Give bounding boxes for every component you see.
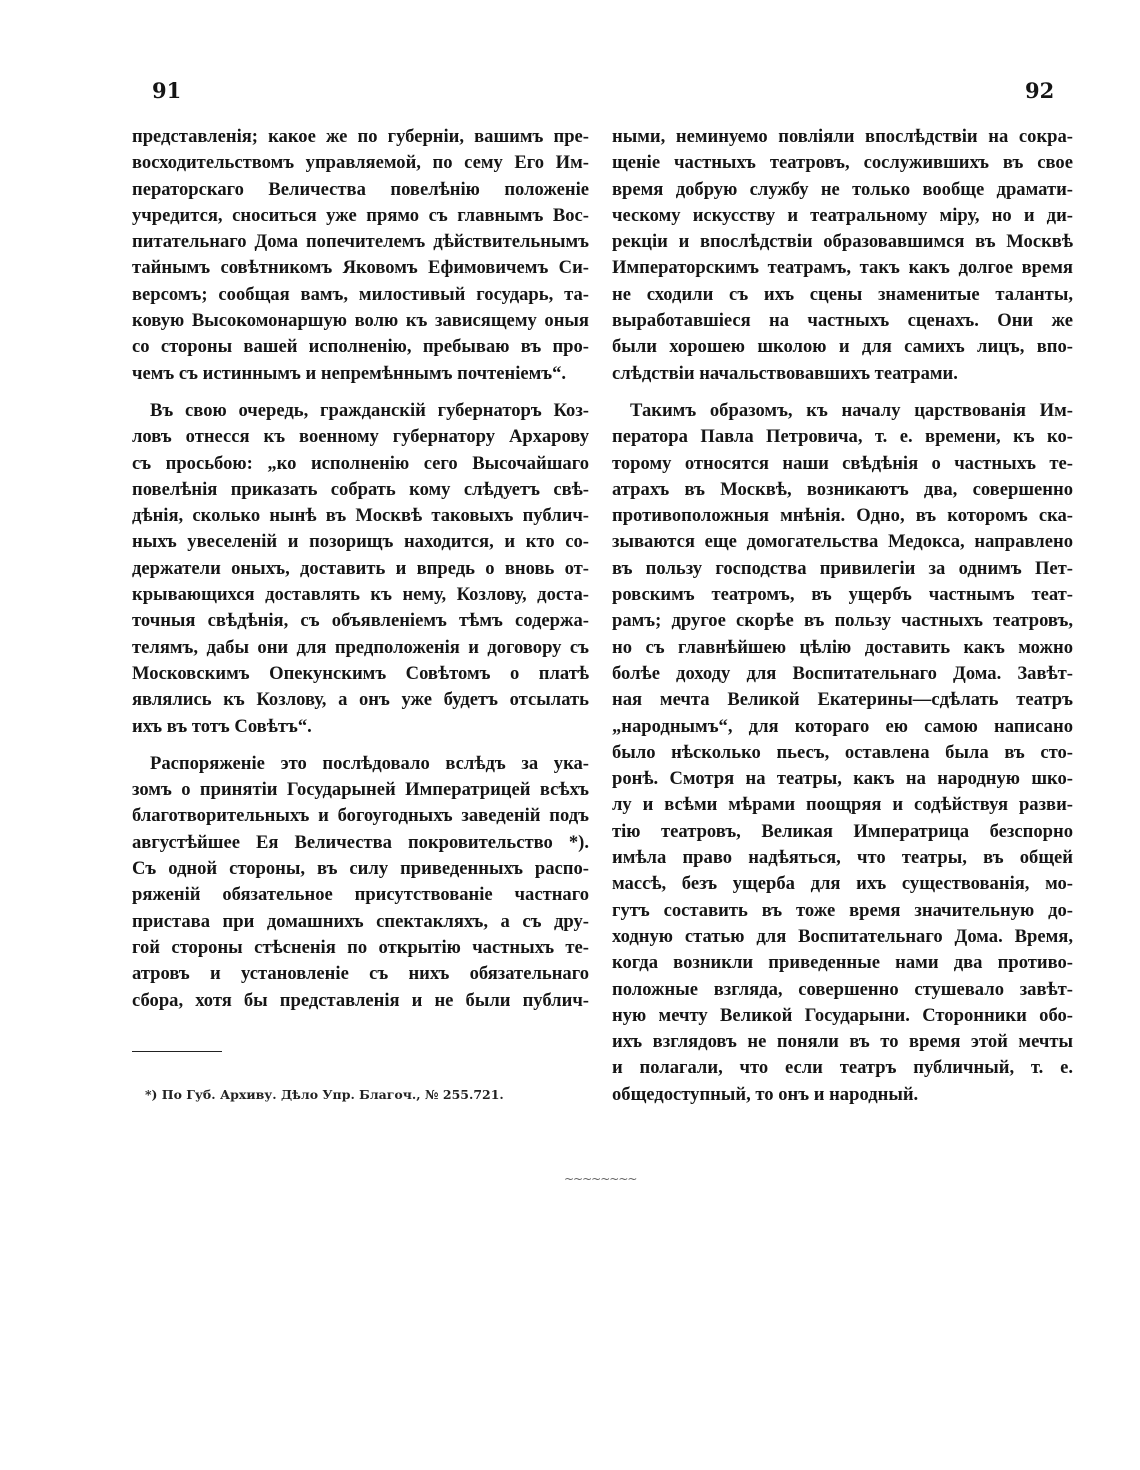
- text-line: въ пользу господства привилегіи за однимъ Пет-: [612, 557, 1073, 579]
- text-line: положные взгляда, совершенно стушевало завѣт-: [612, 978, 1073, 1000]
- text-line: ряженій обязательное присутствованіе частнаго: [132, 884, 589, 906]
- text-line: со стороны вашей исполненію, пребываю въ про-: [132, 336, 589, 358]
- text-line: телямъ, дабы они для предположенія и договору съ: [132, 636, 589, 658]
- text-line: время добрую службу не только вообще драмати-: [612, 178, 1073, 200]
- text-line: было нѣсколько пьесъ, оставлена была въ сто-: [612, 741, 1073, 763]
- footnote: *) По Губ. Архиву. Дѣло Упр. Благоч., № 255.721.: [145, 1087, 504, 1102]
- text-line: общедоступный, то онъ и народный.: [612, 1083, 919, 1105]
- text-line: пристава при домашнихъ спектакляхъ, а съ дру-: [132, 910, 589, 932]
- text-line: августѣйшее Ея Величества покровительство *).: [132, 831, 589, 853]
- paragraph: [132, 398, 589, 740]
- footnote-rule: [132, 1051, 222, 1052]
- text-line: ператорскаго Величества повелѣнію положеніе: [132, 178, 589, 200]
- text-line: ператора Павла Петровича, т. е. времени, къ ко-: [612, 426, 1073, 448]
- text-line: когда возникли приведенные нами два противо-: [612, 952, 1073, 974]
- text-line: повелѣнія приказать собрать кому слѣдуетъ свѣ-: [132, 478, 589, 500]
- text-line: болѣе доходу для Воспитательнаго Дома. Завѣт-: [612, 662, 1073, 684]
- text-line: „народнымъ“, для котораго ею самою написано: [612, 715, 1073, 737]
- page-number-right: 92: [1025, 78, 1055, 103]
- paragraph: [612, 398, 1073, 1108]
- text-line: Распоряженіе это послѣдовало вслѣдъ за ука-: [150, 752, 589, 774]
- text-line: версомъ; сообщая вамъ, милостивый государь, та-: [132, 283, 589, 305]
- text-line: ихъ взглядовъ не поняли въ то время этой мечты: [612, 1031, 1073, 1053]
- paragraph: [132, 124, 589, 387]
- text-line: ная мечта Великой Екатерины—сдѣлать театръ: [612, 689, 1073, 711]
- text-line: массѣ, безъ ущерба для ихъ существованія, мо-: [612, 873, 1073, 895]
- text-line: слѣдствіи начальствовавшихъ театрами.: [612, 362, 958, 384]
- text-line: сбора, хотя бы представленія и не были публич-: [132, 989, 589, 1011]
- text-line: гутъ составить въ тоже время значительную до-: [612, 899, 1073, 921]
- text-line: тію театровъ, Великая Императрица безспорно: [612, 820, 1073, 842]
- text-line: учредится, сноситься уже прямо съ главнымъ Вос-: [132, 204, 589, 226]
- text-line: атрахъ въ Москвѣ, возникаютъ два, совершенно: [612, 478, 1073, 500]
- text-line: тайнымъ совѣтникомъ Яковомъ Ефимовичемъ Си-: [132, 257, 589, 279]
- left-column: [132, 124, 589, 1014]
- text-line: точныя свѣдѣнія, съ объявленіемъ тѣмъ содержа-: [132, 610, 589, 632]
- text-line: ровскимъ театромъ, въ ущербъ частнымъ теат-: [612, 584, 1073, 606]
- text-line: Московскимъ Опекунскимъ Совѣтомъ о платѣ: [132, 662, 589, 684]
- text-line: являлись къ Козлову, а онъ уже будетъ отсылать: [132, 689, 589, 711]
- text-line: и полагали, что если театръ публичный, т. е.: [612, 1057, 1073, 1079]
- text-line: съ просьбою: „ко исполненію сего Высочайшаго: [132, 452, 589, 474]
- text-line: имѣла право надѣяться, что театры, въ общей: [612, 847, 1073, 869]
- text-line: чемъ съ истиннымъ и непремѣннымъ почтеніемъ“.: [132, 362, 567, 384]
- text-line: торому относятся наши свѣдѣнія о частныхъ те-: [612, 452, 1073, 474]
- text-line: ными, неминуемо повліяли впослѣдствіи на сокра-: [612, 126, 1073, 147]
- text-line: Такимъ образомъ, къ началу царствованія Им-: [630, 399, 1073, 421]
- text-line: не сходили съ ихъ сцены знаменитые таланты,: [612, 283, 1073, 305]
- page-number-left: 91: [152, 78, 182, 103]
- text-line: благотворительныхъ и богоугодныхъ заведеній подъ: [132, 805, 589, 827]
- text-line: гой стороны стѣсненія по открытію частныхъ те-: [132, 936, 589, 958]
- text-line: ронѣ. Смотря на театры, какъ на народную шко-: [612, 768, 1073, 790]
- text-line: дѣнія, сколько нынѣ въ Москвѣ таковыхъ публич-: [132, 505, 589, 527]
- text-line: ныхъ увеселеній и позорищъ находится, и кто со-: [132, 531, 589, 553]
- text-line: зомъ о принятіи Государыней Императрицей всѣхъ: [132, 779, 589, 801]
- text-line: ходную статью для Воспитательнаго Дома. Время,: [612, 925, 1073, 947]
- text-line: лу и всѣми мѣрами поощряя и содѣйствуя разви-: [612, 794, 1073, 816]
- text-line: щеніе частныхъ театровъ, сослужившихъ въ свое: [612, 152, 1073, 174]
- end-ornament: ~~~~~~~~: [564, 1172, 637, 1186]
- text-line: крывающихся доставлять къ нему, Козлову, доста-: [132, 584, 589, 606]
- paragraph: [612, 124, 1073, 387]
- paragraph: [132, 751, 589, 1014]
- text-line: выработавшіеся на частныхъ сценахъ. Они же: [612, 310, 1073, 332]
- right-column: [612, 124, 1073, 1108]
- text-line: были хорошею школою и для самихъ лицъ, впо-: [612, 336, 1073, 358]
- text-line: зываются еще домогательства Медокса, направлено: [612, 531, 1073, 553]
- text-line: питательнаго Дома попечителемъ дѣйствительнымъ: [132, 231, 589, 253]
- text-line: ную мечту Великой Государыни. Сторонники обо-: [612, 1004, 1073, 1026]
- text-line: Съ одной стороны, въ силу приведенныхъ распо-: [132, 858, 589, 880]
- text-line: ихъ въ тотъ Совѣтъ“.: [132, 715, 312, 737]
- text-line: рамъ; другое скорѣе въ пользу частныхъ театровъ,: [612, 610, 1073, 632]
- text-line: рекціи и впослѣдствіи образовавшимся въ Москвѣ: [612, 231, 1073, 253]
- text-line: Въ свою очередь, гражданскій губернаторъ Коз-: [150, 399, 589, 421]
- text-line: ловъ отнесся къ военному губернатору Архарову: [132, 426, 589, 448]
- text-line: представленія; какое же по губерніи, вашимъ пре-: [132, 126, 589, 147]
- text-line: ческому искусству и театральному міру, но и ди-: [612, 204, 1073, 226]
- text-line: атровъ и установленіе съ нихъ обязательнаго: [132, 963, 589, 985]
- text-line: противоположныя мнѣнія. Одно, въ которомъ ска-: [612, 505, 1073, 527]
- text-line: держатели оныхъ, доставить и впредь о вновь от-: [132, 557, 589, 579]
- text-line: Императорскимъ театрамъ, такъ какъ долгое время: [612, 257, 1073, 279]
- text-line: ковую Высокомонаршую волю къ зависящему оныя: [132, 310, 589, 332]
- text-line: но съ главнѣйшею цѣлію доставить какъ можно: [612, 636, 1073, 658]
- text-line: восходительствомъ управляемой, по сему Его Им-: [132, 152, 589, 174]
